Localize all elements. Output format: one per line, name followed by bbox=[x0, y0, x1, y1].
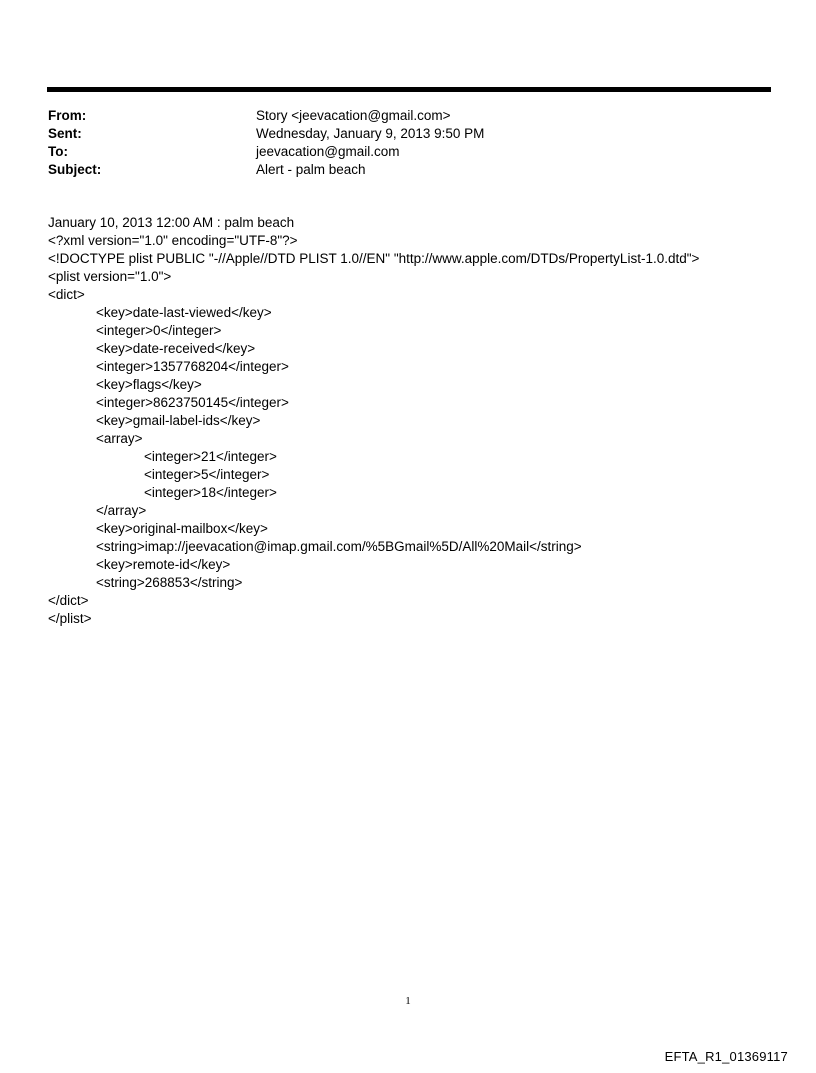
sent-row bbox=[48, 125, 748, 143]
code-line: <string>268853</string> bbox=[96, 575, 243, 590]
subject-row bbox=[48, 161, 748, 179]
body-date-line: January 10, 2013 12:00 AM : palm beach bbox=[48, 215, 295, 230]
code-line: <key>remote-id</key> bbox=[96, 557, 231, 572]
code-line: <key>date-last-viewed</key> bbox=[96, 305, 272, 320]
to-label: To: bbox=[48, 144, 68, 159]
code-line: <integer>1357768204</integer> bbox=[96, 359, 289, 374]
code-line: <key>date-received</key> bbox=[96, 341, 256, 356]
to-row bbox=[48, 143, 748, 161]
from-value: Story <jeevacation@gmail.com> bbox=[256, 108, 451, 123]
email-header bbox=[48, 107, 748, 179]
to-value: jeevacation@gmail.com bbox=[256, 144, 400, 159]
plist-close: </plist> bbox=[48, 611, 92, 626]
sent-label: Sent: bbox=[48, 126, 82, 141]
dict-open: <dict> bbox=[48, 287, 85, 302]
email-body bbox=[48, 214, 788, 628]
code-line: <key>original-mailbox</key> bbox=[96, 521, 268, 536]
sent-value: Wednesday, January 9, 2013 9:50 PM bbox=[256, 126, 485, 141]
dict-close: </dict> bbox=[48, 593, 89, 608]
code-line: <array> bbox=[96, 431, 143, 446]
plist-open: <plist version="1.0"> bbox=[48, 269, 172, 284]
code-line: <string>imap://jeevacation@imap.gmail.com/%5BGmail%5D/All%20Mail</string> bbox=[96, 539, 582, 554]
header-divider bbox=[47, 87, 771, 92]
from-row bbox=[48, 107, 748, 125]
code-line: <key>flags</key> bbox=[96, 377, 202, 392]
page-number: 1 bbox=[405, 995, 411, 1007]
code-line: <integer>0</integer> bbox=[96, 323, 222, 338]
code-line: <integer>8623750145</integer> bbox=[96, 395, 289, 410]
code-line: <integer>21</integer> bbox=[144, 449, 277, 464]
subject-label: Subject: bbox=[48, 162, 102, 177]
code-line: <integer>18</integer> bbox=[144, 485, 277, 500]
document-id: EFTA_R1_01369117 bbox=[664, 1049, 788, 1064]
code-line: <integer>5</integer> bbox=[144, 467, 270, 482]
code-line: </array> bbox=[96, 503, 147, 518]
doctype-line: <!DOCTYPE plist PUBLIC "-//Apple//DTD PLIST 1.0//EN" "http://www.apple.com/DTDs/PropertyList-1.0.dtd"> bbox=[48, 251, 700, 266]
subject-value: Alert - palm beach bbox=[256, 162, 366, 177]
xml-declaration: <?xml version="1.0" encoding="UTF-8"?> bbox=[48, 233, 298, 248]
from-label: From: bbox=[48, 108, 87, 123]
code-line: <key>gmail-label-ids</key> bbox=[96, 413, 261, 428]
